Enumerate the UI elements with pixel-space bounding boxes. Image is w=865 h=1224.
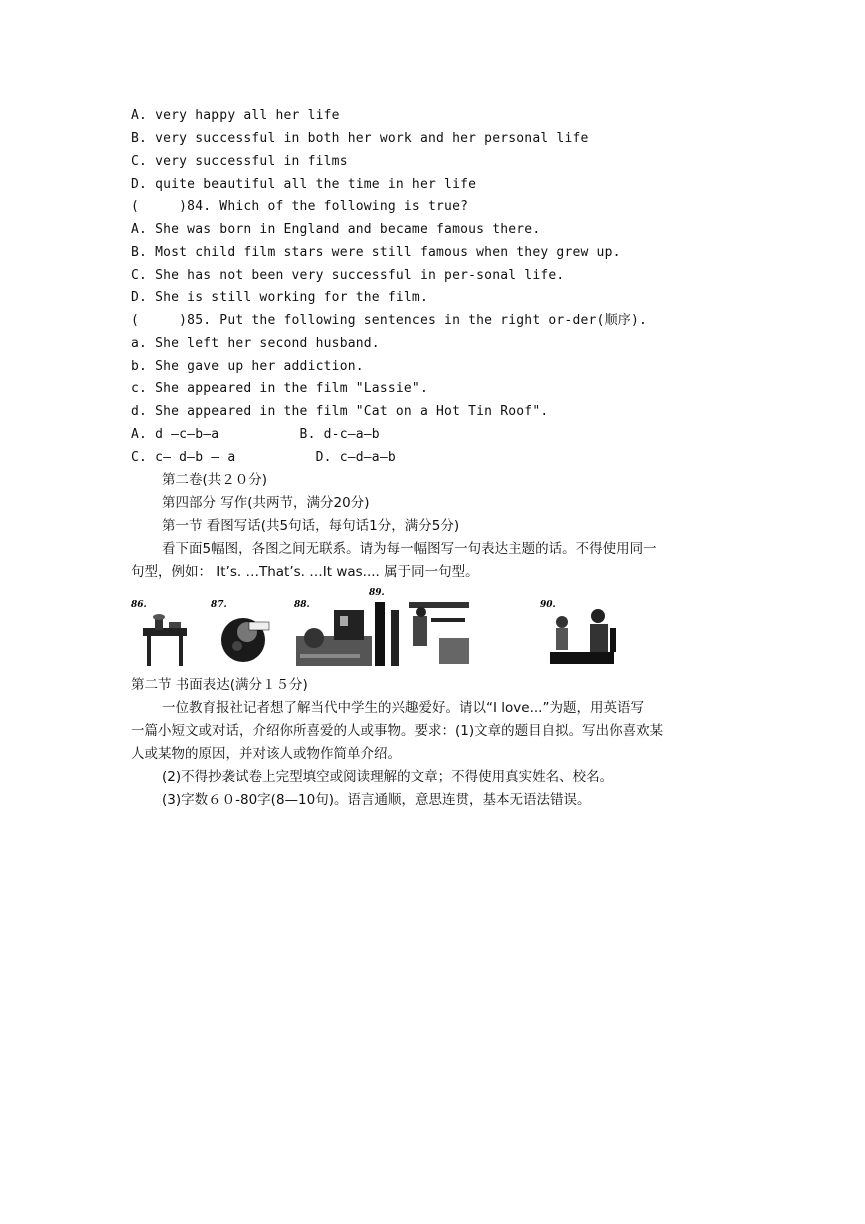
sub2-requirement-2: (2)不得抄袭试卷上完型填空或阅读理解的文章；不得使用真实姓名、校名。 xyxy=(162,769,614,785)
picture-number-86: 86. xyxy=(131,600,147,610)
q85-item-b: b. She gave up her addiction. xyxy=(131,359,364,374)
q84-option-d: D. She is still working for the film. xyxy=(131,290,428,305)
sub2-text-line1: 一位教育报社记者想了解当代中学生的兴趣爱好。请以“I love...”为题，用英语写 xyxy=(162,700,644,716)
sub1-instruction-line2: 句型，例如： It’s. …That’s. …It was.... 属于同一句型。 xyxy=(131,564,479,580)
q85-answers-row1: A. d —c—b—a B. d-c—a—b xyxy=(131,427,380,442)
q84-option-b: B. Most child film stars were still famous when they grew up. xyxy=(131,245,621,260)
q84-option-c: C. She has not been very successful in per-sonal life. xyxy=(131,268,565,283)
q83-option-a: A. very happy all her life xyxy=(131,108,340,123)
q85-stem: ( )85. Put the following sentences in the right or-der(顺序). xyxy=(131,313,648,328)
sub1-title: 第一节 看图写话(共5句话，每句话1分，满分5分) xyxy=(162,518,460,534)
sub2-text-line3: 人或某物的原因，并对该人或物作简单介绍。 xyxy=(131,746,401,762)
sub2-title: 第二节 书面表达(满分１５分) xyxy=(131,677,308,693)
picture-86 xyxy=(131,588,191,668)
picture-number-89: 89. xyxy=(369,588,385,598)
part-title: 第四部分 写作(共两节，满分20分) xyxy=(162,495,370,511)
indoor-illustration xyxy=(369,588,479,668)
picture-87 xyxy=(211,588,281,668)
sub2-text-line2: 一篇小短文或对话，介绍你所喜爱的人或事物。要求：(1)文章的题目自拟。写出你喜欢某 xyxy=(131,723,664,739)
q84-option-a: A. She was born in England and became famous there. xyxy=(131,222,541,237)
picture-89 xyxy=(369,588,479,668)
picture-number-87: 87. xyxy=(211,600,227,610)
q83-option-c: C. very successful in films xyxy=(131,154,348,169)
picture-strip xyxy=(131,588,621,668)
q85-item-d: d. She appeared in the film "Cat on a Hot Tin Roof". xyxy=(131,404,549,419)
q83-option-b: B. very successful in both her work and her personal life xyxy=(131,131,589,146)
q84-stem: ( )84. Which of the following is true? xyxy=(131,199,469,214)
q85-item-c: c. She appeared in the film "Lassie". xyxy=(131,381,428,396)
volume-title: 第二卷(共２０分) xyxy=(162,472,268,488)
picture-90 xyxy=(536,588,626,668)
q83-option-d: D. quite beautiful all the time in her life xyxy=(131,177,477,192)
sub1-instruction-line1: 看下面5幅图，各图之间无联系。请为每一幅图写一句表达主题的话。不得使用同一 xyxy=(162,541,657,557)
picture-88 xyxy=(294,588,374,668)
picture-number-90: 90. xyxy=(540,600,556,610)
q85-item-a: a. She left her second husband. xyxy=(131,336,380,351)
picture-number-88: 88. xyxy=(294,600,310,610)
sub2-requirement-3: (3)字数６０-80字(8—10句)。语言通顺，意思连贯，基本无语法错误。 xyxy=(162,792,591,808)
q85-answers-row2: C. c— d—b — a D. c—d—a—b xyxy=(131,450,396,465)
